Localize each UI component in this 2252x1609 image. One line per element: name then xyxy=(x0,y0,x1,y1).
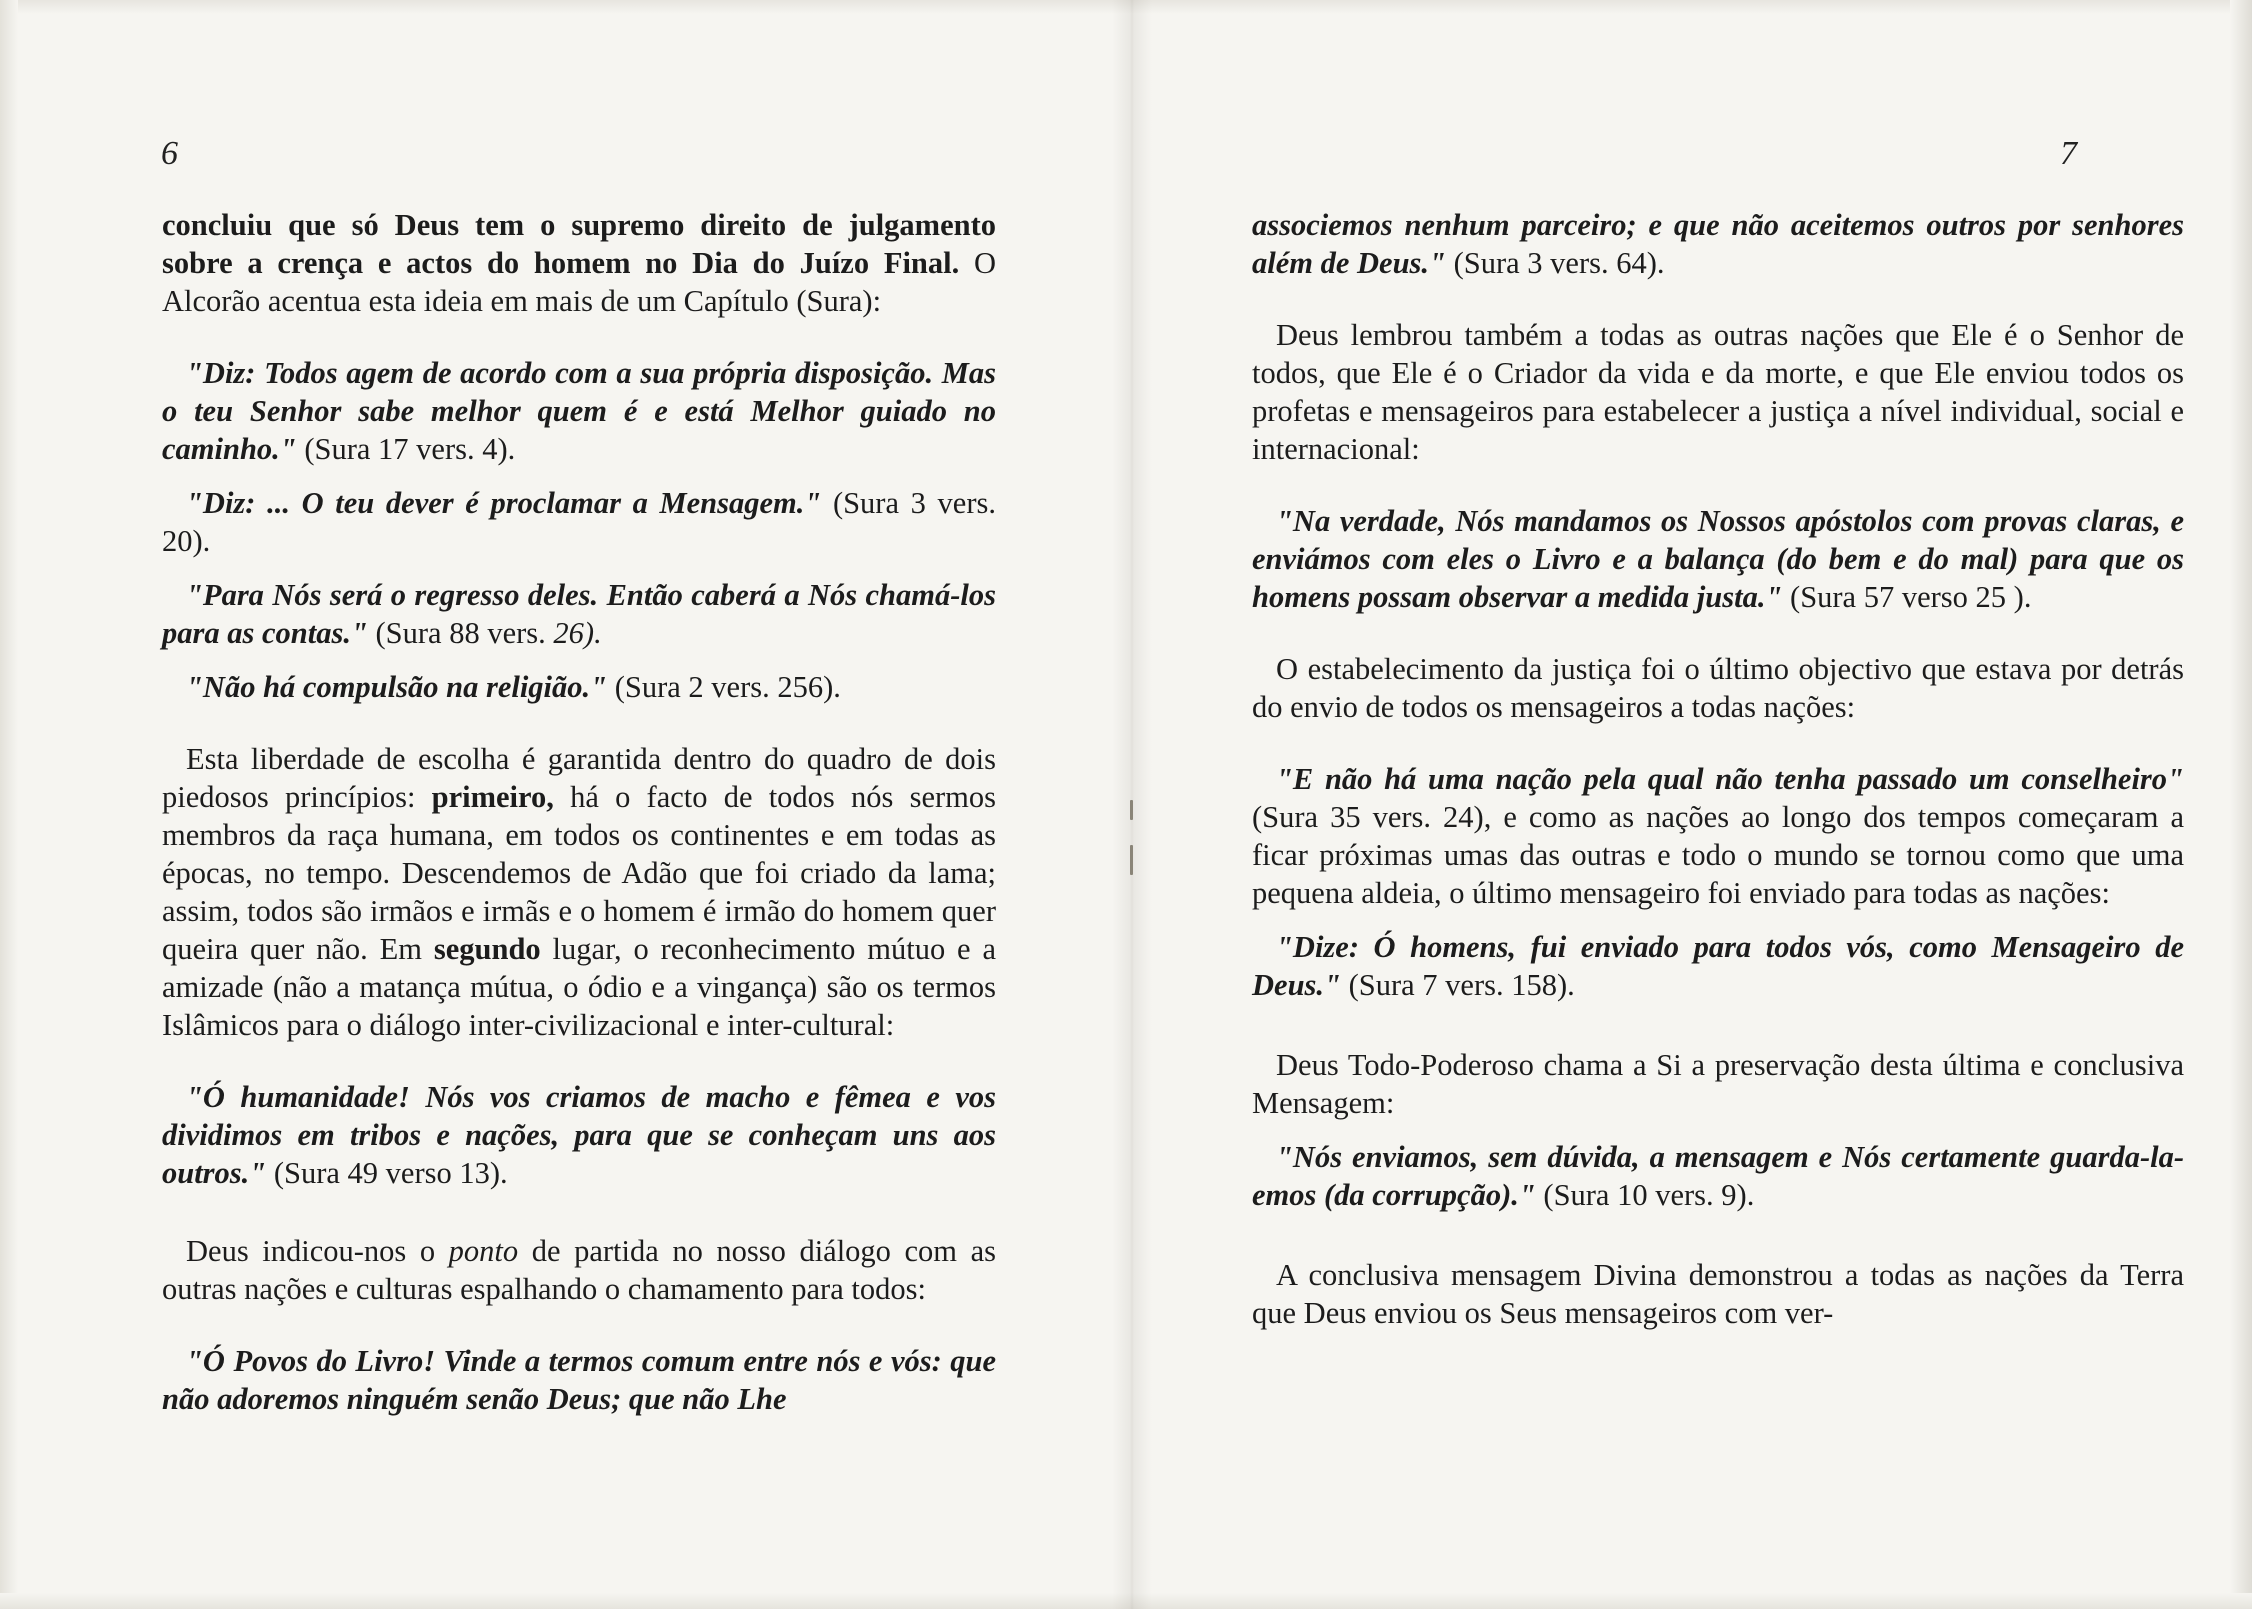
quote-reference: (Sura 3 vers. 20). xyxy=(162,486,996,558)
paragraph: O estabelecimento da justiça foi o último objectivo que estava por detrás do envio de todos os mensageiros a todas nações: xyxy=(1252,652,2184,724)
bold-text: segundo xyxy=(433,932,541,966)
quote-block xyxy=(1252,502,2184,616)
quote-text: "Para Nós será o regresso deles. Então caberá a Nós chamá-los para as contas." xyxy=(162,578,996,650)
quote-reference: (Sura 49 verso 13). xyxy=(266,1156,508,1190)
left-page-text xyxy=(162,206,996,1418)
body-text: O Alcorão acentua esta ideia em mais de um Capítulo (Sura): xyxy=(162,246,996,318)
paragraph xyxy=(162,1232,996,1308)
quote-block xyxy=(162,484,996,560)
quote-text: "Dize: Ó homens, fui enviado para todos vós, como Mensageiro de Deus." xyxy=(1252,930,2184,1002)
page-number-right: 7 xyxy=(2060,135,2077,172)
quote-block xyxy=(1252,760,2184,912)
quote-block xyxy=(162,1078,996,1192)
quote-text: "Diz: Todos agem de acordo com a sua própria disposição. Mas o teu Senhor sabe melhor quem é e está Melhor guiado no caminho." xyxy=(162,356,996,466)
body-text: há o facto de todos nós sermos membros da raça humana, em todos os continentes e em todas as épocas, no tempo. Descendemos de Adão que foi criado da lama; assim, todos são irmãos e irmãs e o homem é irmão do homem quer queira quer não. Em xyxy=(162,780,996,966)
bold-text: concluiu que só Deus tem o supremo direito de julgamento sobre a crença e actos do homem no Dia do Juízo Final. xyxy=(162,208,996,280)
quote-reference: (Sura 35 vers. 24), e como as nações ao longo dos tempos começaram a ficar próximas umas das outras e todo o mundo se tornou como que uma pequena aldeia, o último mensageiro foi enviado para todas as nações: xyxy=(1252,800,2184,910)
quote-block xyxy=(162,1342,996,1418)
quote-text: "Nós enviamos, sem dúvida, a mensagem e Nós certamente guarda-la-emos (da corrupção)." xyxy=(1252,1140,2184,1212)
quote-text: "Ó humanidade! Nós vos criamos de macho e fêmea e vos dividimos em tribos e nações, para que se conheçam uns aos outros." xyxy=(162,1080,996,1190)
quote-block xyxy=(162,668,996,706)
staple-bottom xyxy=(1130,845,1133,875)
quote-reference: (Sura 57 verso 25 ). xyxy=(1782,580,2032,614)
quote-text: associemos nenhum parceiro; e que não aceitemos outros por senhores além de Deus." xyxy=(1252,208,2184,280)
paragraph xyxy=(162,740,996,1044)
left-page xyxy=(0,0,1112,1609)
quote-text: "Na verdade, Nós mandamos os Nossos apóstolos com provas claras, e enviámos com eles o Livro e a balança (do bem e do mal) para que os homens possam observar a medida justa." xyxy=(1252,504,2184,614)
body-text: Deus indicou-nos o xyxy=(186,1234,449,1268)
page-number-left: 6 xyxy=(161,135,178,172)
quote-block xyxy=(1252,206,2184,282)
quote-text: "Diz: ... O teu dever é proclamar a Mensagem." xyxy=(186,486,822,520)
bold-text: primeiro, xyxy=(431,780,554,814)
quote-reference: (Sura 88 vers. xyxy=(367,616,554,650)
italic-text: ponto xyxy=(448,1234,519,1268)
quote-text: "Ó Povos do Livro! Vinde a termos comum entre nós e vós: que não adoremos ninguém senão Deus; que não Lhe xyxy=(162,1344,996,1416)
quote-block xyxy=(1252,1138,2184,1214)
paragraph xyxy=(162,206,996,320)
quote-block xyxy=(162,576,996,652)
quote-reference: (Sura 3 vers. 64). xyxy=(1445,246,1665,280)
body-text: lugar, o reconhecimento mútuo e a amizade (não a matança mútua, o ódio e a vingança) são os termos Islâmicos para o diálogo inter-civilizacional e inter-cultural: xyxy=(162,932,996,1042)
paragraph: A conclusiva mensagem Divina demonstrou a todas as nações da Terra que Deus enviou os Seus mensageiros com ver- xyxy=(1252,1258,2184,1330)
quote-reference: (Sura 10 vers. 9). xyxy=(1535,1178,1755,1212)
quote-reference: (Sura 7 vers. 158). xyxy=(1340,968,1575,1002)
right-page xyxy=(1152,0,2252,1609)
quote-block xyxy=(1252,928,2184,1004)
quote-block xyxy=(162,354,996,468)
quote-text: "E não há uma nação pela qual não tenha passado um conselheiro" xyxy=(1276,762,2184,796)
body-text: Esta liberdade de escolha é garantida dentro do quadro de dois piedosos princípios: xyxy=(162,742,996,814)
body-text: de partida no nosso diálogo com as outras nações e culturas espalhando o chamamento para todos: xyxy=(162,1234,996,1306)
staple-top xyxy=(1130,800,1133,820)
paragraph: Deus lembrou também a todas as outras nações que Ele é o Senhor de todos, que Ele é o Criador da vida e da morte, e que Ele enviou todos os profetas e mensageiros para estabelecer a justiça a nível individual, social e internacional: xyxy=(1252,318,2184,466)
quote-reference: (Sura 17 vers. 4). xyxy=(296,432,516,466)
quote-reference-verse: 26). xyxy=(553,616,602,650)
paragraph: Deus Todo-Poderoso chama a Si a preservação desta última e conclusiva Mensagem: xyxy=(1252,1048,2184,1120)
quote-text: "Não há compulsão na religião." xyxy=(186,670,608,704)
right-page-text xyxy=(1252,206,2184,1332)
quote-reference: (Sura 2 vers. 256). xyxy=(607,670,841,704)
